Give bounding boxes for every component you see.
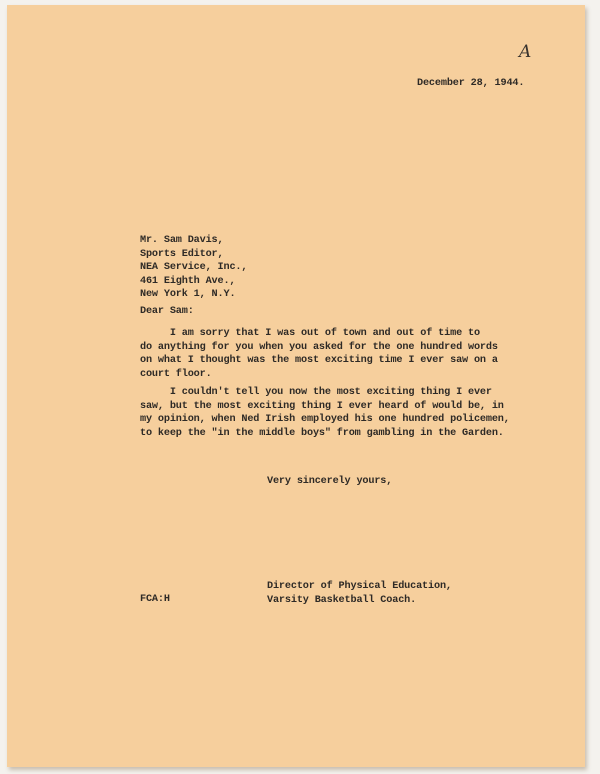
signature-block (267, 580, 452, 607)
address-line: NEA Service, Inc., (140, 262, 248, 273)
paragraph-1 (140, 327, 498, 381)
paragraph-line: on what I thought was the most exciting time I ever saw on a (140, 355, 498, 366)
paragraph-line: I am sorry that I was out of town and out of time to (140, 328, 480, 339)
recipient-address (140, 234, 247, 302)
typist-initials: FCA:H (140, 594, 170, 605)
signature-line: Director of Physical Education, (267, 581, 452, 592)
letter-page (7, 5, 585, 767)
paragraph-2 (140, 386, 510, 440)
salutation: Dear Sam: (140, 306, 194, 317)
paragraph-line: do anything for you when you asked for the one hundred words (140, 341, 498, 353)
paragraph-line: saw, but the most exciting thing I ever heard of would be, in (140, 400, 504, 412)
signature-line: Varsity Basketball Coach. (267, 594, 417, 606)
paragraph-line: to keep the "in the middle boys" from gambling in the Garden. (140, 427, 504, 439)
paragraph-line: court floor. (140, 368, 212, 380)
corner-mark: A (519, 42, 532, 62)
paragraph-line: I couldn't tell you now the most exciting thing I ever (140, 387, 492, 398)
address-line: 461 Eighth Ave., (140, 275, 236, 287)
address-line: Mr. Sam Davis, (140, 235, 224, 246)
letter-date: December 28, 1944. (417, 78, 525, 89)
address-line: New York 1, N.Y. (140, 289, 236, 300)
closing: Very sincerely yours, (267, 476, 393, 487)
address-line: Sports Editor, (140, 248, 224, 260)
paragraph-line: my opinion, when Ned Irish employed his one hundred policemen, (140, 414, 510, 425)
